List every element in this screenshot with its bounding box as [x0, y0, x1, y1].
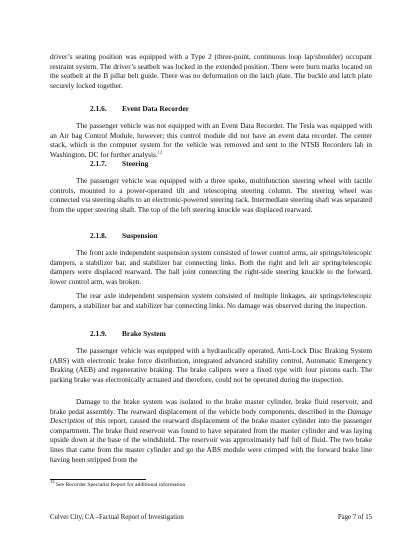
- brakes-paragraph-2-part-2: of this report, caused the rearward displacement of the brake master cylinder into the passenger compartment. The brake fluid reservoir was found to have separated from the master cylinder and was laying upside down at the base of the windshield. The reservoir was approximately half full of fluid. The two brake lines that came from the master cylinder and go the ABS module were crimped with the forward brake line having been stripped from the: [50, 416, 372, 464]
- section-heading-suspension: [90, 231, 157, 240]
- section-heading-steering: [90, 159, 148, 168]
- suspension-paragraph-2: The rear axle independent suspension system consisted of multiple linkages, air springs/telescopic dampers, a stabilizer bar and stabilizer bar connecting links. No damage was observed during the inspection.: [50, 291, 372, 310]
- footnote-reference: 12: [157, 149, 163, 155]
- footer-title: Culver City, CA –Factual Report of Investigation: [50, 514, 184, 521]
- italic-reference: Damage Description: [50, 406, 372, 426]
- footnote-text: See Recorder Specialist Report for additional information: [54, 482, 186, 488]
- section-number: 2.1.8.: [90, 231, 107, 240]
- section-title: Steering: [122, 159, 149, 168]
- footnote-number: 12: [50, 479, 55, 485]
- page-number: Page 7 of 15: [337, 514, 372, 521]
- section-number: 2.1.6.: [90, 104, 107, 113]
- steering-paragraph: The passenger vehicle was equipped with a three spoke, multifunction steering wheel with tactile controls, mounted to a power-operated tilt and telescoping steering column. The steering wheel was connected via steering shafts to an electronic-powered steering rack. Intermediate steering shaft was separated from the upper steering shaft. The top of the left steering knuckle was displaced rearward.: [50, 176, 372, 214]
- section-heading-edr: [90, 104, 189, 113]
- brakes-paragraph-2-part-1: Damage to the brake system was isolated to the brake master cylinder, brake fluid reservoir, and brake pedal assembly. The rearward displacement of the vehicle body components, described in the: [50, 397, 372, 416]
- section-title: Brake System: [122, 329, 166, 338]
- brakes-paragraph-2: [50, 397, 372, 464]
- footnote-divider: [50, 479, 146, 480]
- intro-paragraph: driver’s seating position was equipped with a Type 2 (three-point, continuous loop lap/shoulder) occupant restraint system. The driver’s seatbelt was locked in the extended position. There were burn marks located on the seatbelt at the B pillar belt guide. There was no deformation on the latch plate. The buckle and latch plate securely locked together.: [50, 52, 372, 90]
- edr-paragraph: [50, 121, 372, 159]
- section-title: Event Data Recorder: [122, 104, 189, 113]
- brakes-paragraph-1: The passenger vehicle was equipped with a hydraulically operated, Anti-Lock Disc Braking System (ABS) with electronic brake force distribution, integrated advanced stability control, Automatic Emergency Braking (AEB) and regenerative braking. The brake calipers were a fixed type with four pistons each. The parking brake was electronically actuated and therefore, could not be operated during the inspection.: [50, 346, 372, 384]
- section-title: Suspension: [122, 231, 158, 240]
- edr-paragraph-text: The passenger vehicle was not equipped with an Event Data Recorder. The Tesla was equipped with an Air bag Control Module, however; this control module did not have an event data recorder. The center stack, which is the computer system for the vehicle was removed and sent to the NTSB Recorders lab in Washington, DC for further analysis.: [50, 121, 372, 159]
- section-heading-brakes: [90, 329, 166, 338]
- section-number: 2.1.9.: [90, 329, 107, 338]
- footnote: [50, 479, 186, 489]
- section-number: 2.1.7.: [90, 159, 107, 168]
- suspension-paragraph-1: The front axle independent suspension system consisted of lower control arms, air springs/telescopic dampers, a stabilizer bar, and stabilizer bar connecting links. Both the right and left air spring/telescopic dampers were displaced rearward. The ball joint connecting the right-side steering knuckle to the forward, lower control arm, was broken.: [50, 248, 372, 286]
